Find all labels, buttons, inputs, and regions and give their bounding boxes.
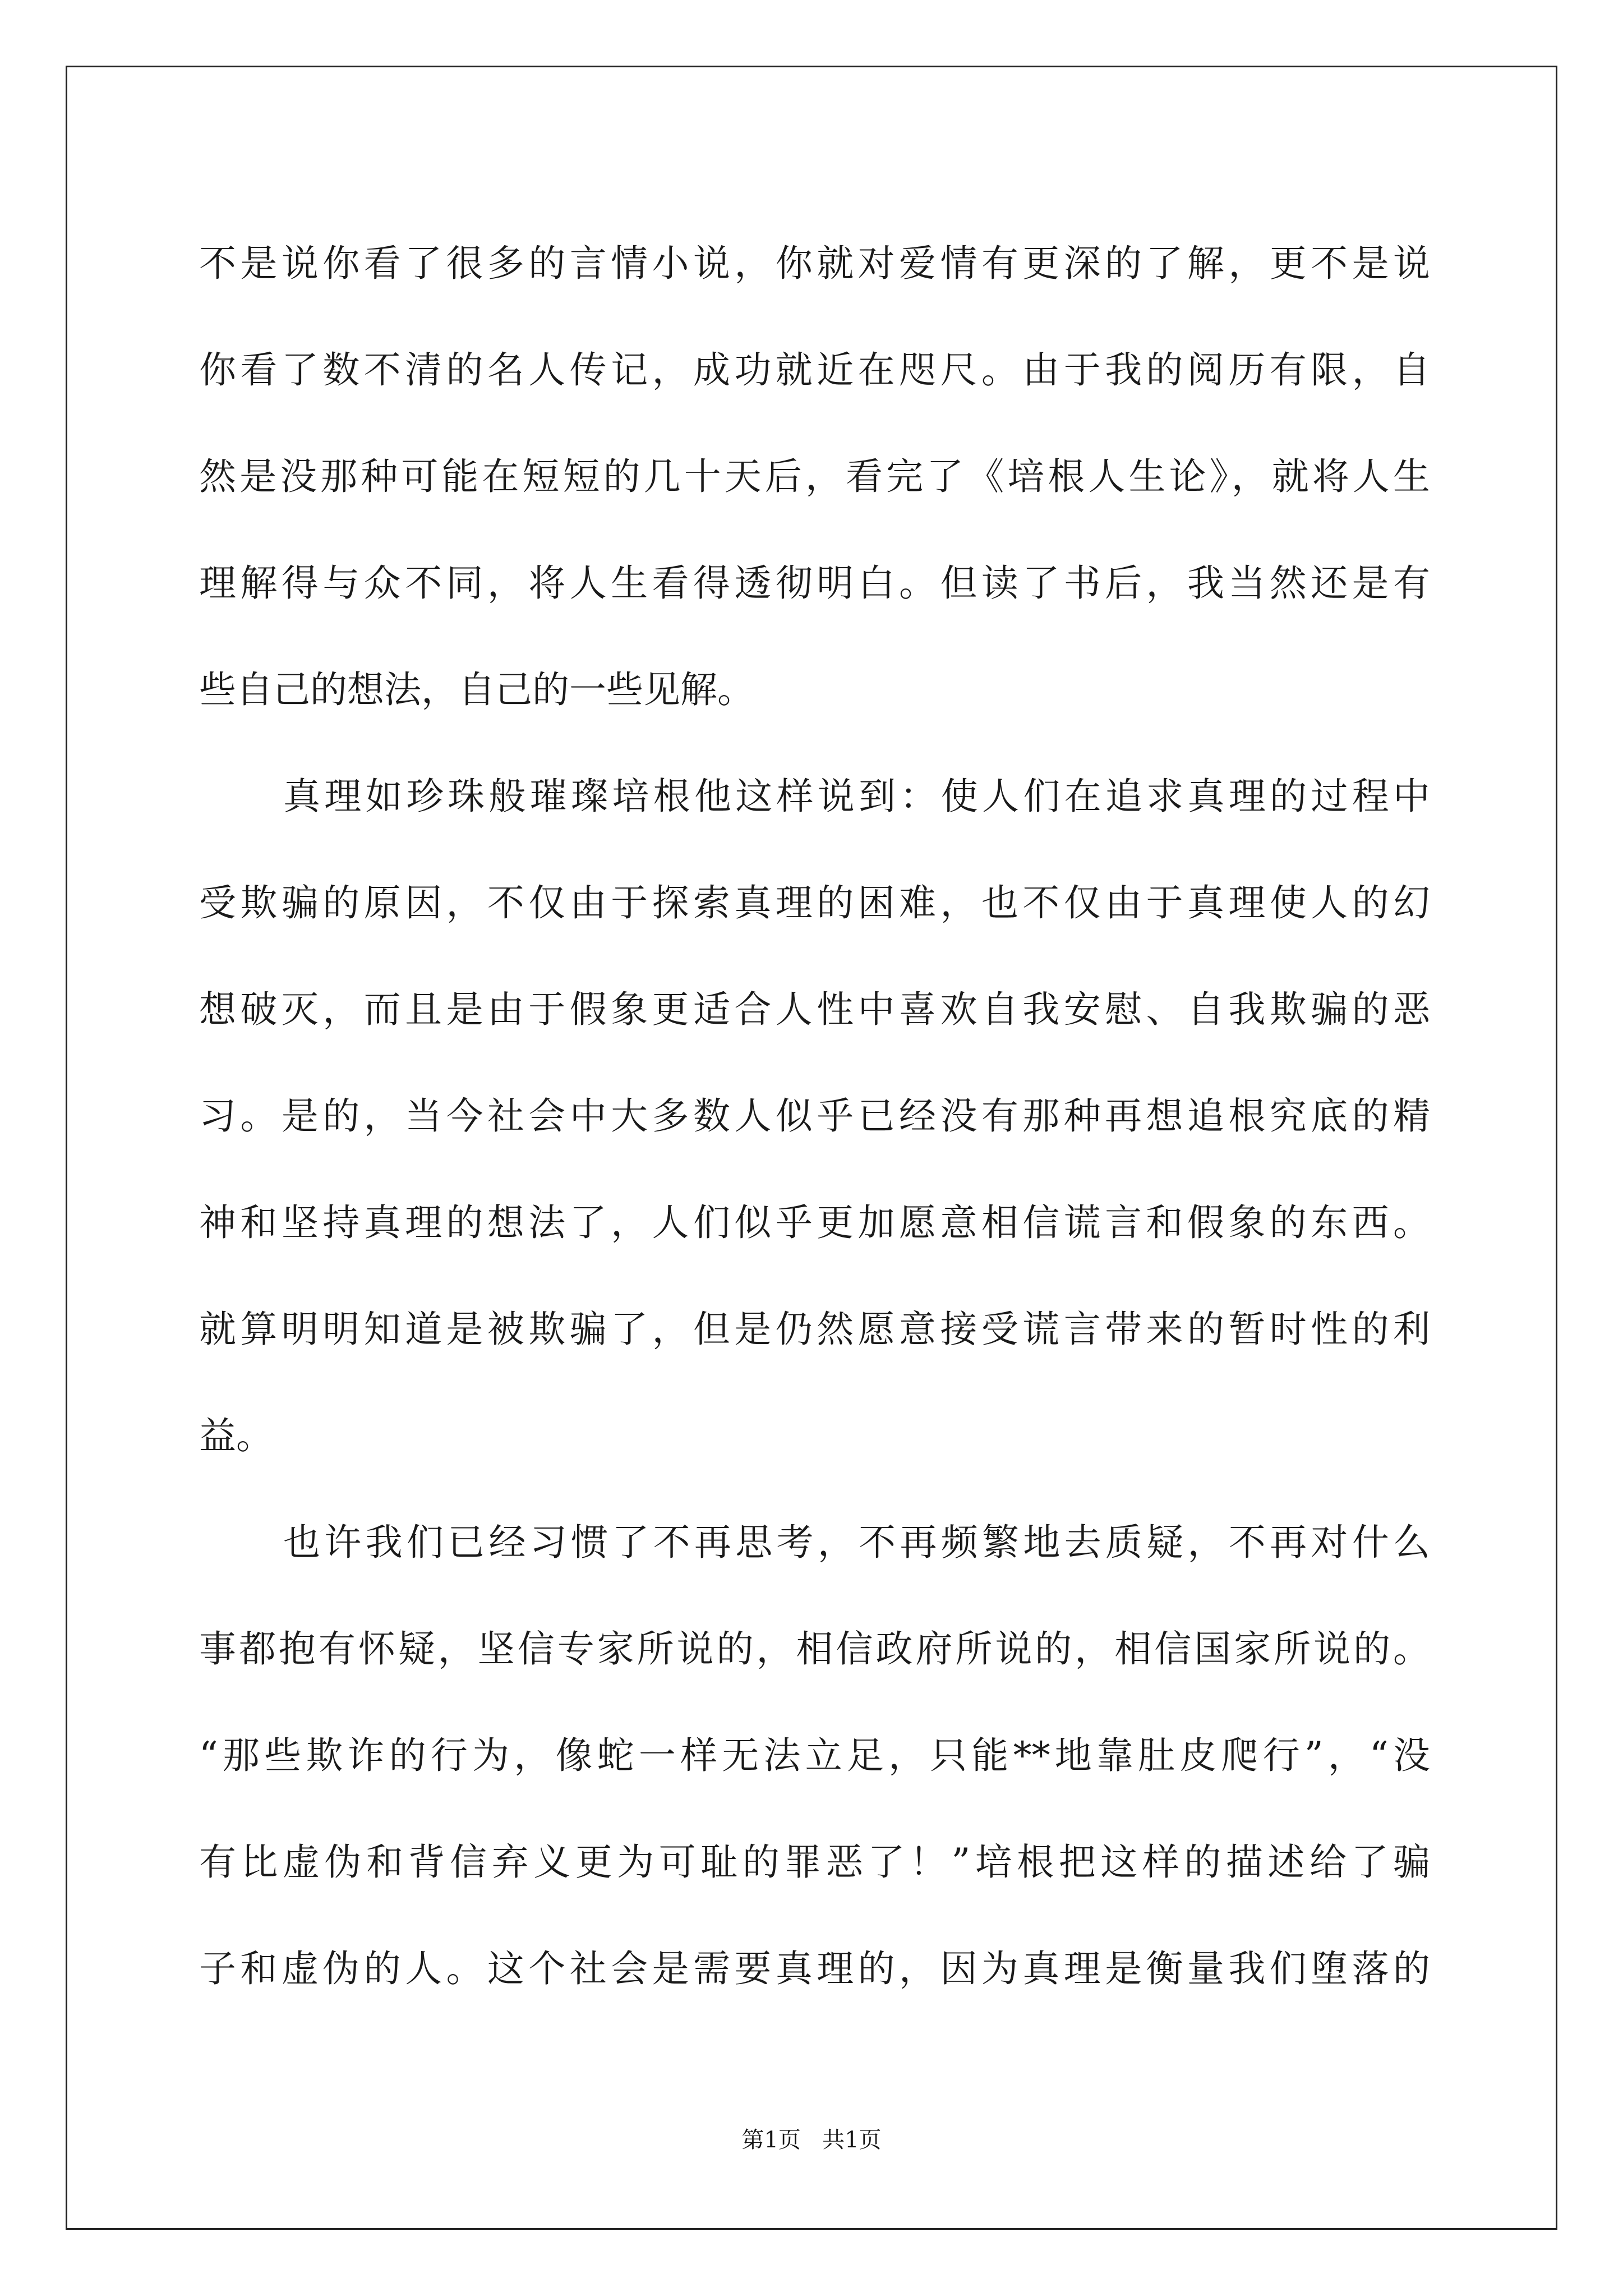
text-line: 想破灭，而且是由于假象更适合人性中喜欢自我安慰、自我欺骗的恶 — [199, 988, 1430, 1031]
text-line: 受欺骗的原因，不仅由于探索真理的困难，也不仅由于真理使人的幻 — [199, 881, 1430, 924]
text-line: 不是说你看了很多的言情小说，你就对爱情有更深的了解，更不是说 — [199, 242, 1430, 285]
text-line: 理解得与众不同，将人生看得透彻明白。但读了书后，我当然还是有 — [199, 562, 1430, 605]
page-number: 第1页 — [741, 2127, 801, 2153]
text-line: 有比虚伪和背信弃义更为可耻的罪恶了！”培根把这样的描述给了骗 — [199, 1841, 1430, 1884]
text-line: 也许我们已经习惯了不再思考，不再频繁地去质疑，不再对什么 — [283, 1521, 1430, 1564]
text-line: 然是没那种可能在短短的几十天后，看完了《培根人生论》，就将人生 — [199, 455, 1430, 498]
text-line: 真理如珍珠般璀璨培根他这样说到：使人们在追求真理的过程中 — [283, 775, 1430, 818]
text-line: 神和坚持真理的想法了，人们似乎更加愿意相信谎言和假象的东西。 — [199, 1201, 1430, 1244]
document-body — [199, 210, 1430, 2022]
footer-spacer — [801, 2127, 822, 2153]
text-line: 你看了数不清的名人传记，成功就近在咫尺。由于我的阅历有限，自 — [199, 348, 1430, 392]
text-line: 习。是的，当今社会中大多数人似乎已经没有那种再想追根究底的精 — [199, 1094, 1430, 1138]
text-line: 益。 — [199, 1414, 273, 1457]
page-footer — [0, 2126, 1623, 2154]
text-line: 些自己的想法，自己的一些见解。 — [199, 668, 754, 711]
text-line: “那些欺诈的行为，像蛇一样无法立足，只能**地靠肚皮爬行”，“没 — [199, 1734, 1430, 1777]
text-line: 子和虚伪的人。这个社会是需要真理的，因为真理是衡量我们堕落的 — [199, 1947, 1430, 1990]
text-line: 就算明明知道是被欺骗了，但是仍然愿意接受谎言带来的暂时性的利 — [199, 1308, 1430, 1351]
text-line: 事都抱有怀疑，坚信专家所说的，相信政府所说的，相信国家所说的。 — [199, 1627, 1430, 1671]
page-total: 共1页 — [822, 2127, 882, 2153]
